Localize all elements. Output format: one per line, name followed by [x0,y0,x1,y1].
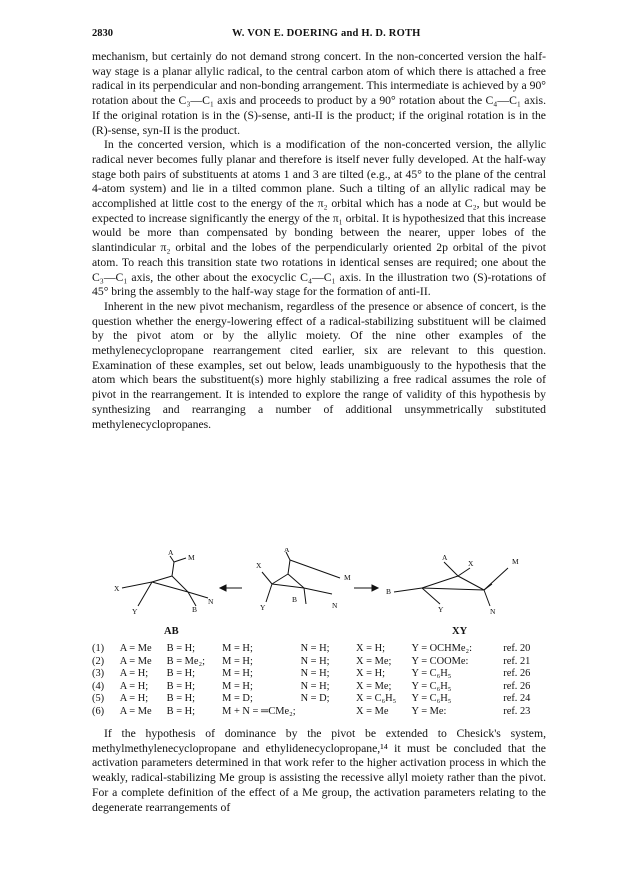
table-cell: M + N = ═CMe₂; [222,705,296,717]
table-cell: (6) [92,705,105,717]
table-row [92,706,546,719]
table-cell: X = Me; [356,655,392,667]
structure-xy [394,562,508,606]
paragraph-2: In the concerted version, which is a modification of the non-concerted version, the allylic radical never becomes fully planar and therefore is itself never fully developed. At the half-way stage both pairs of substituents at atoms 1 and 3 are tilted (e.g., at 45° to the plane of the central 4-atom system) and lie in a tilted common plane. Such a tilting of an allylic radical may be accomplished at little cost to the energy of the π₂ orbital which has a node at C₂, but would be expected to increase significantly the energy of the π₁ orbital. It is hypothesized that this increase would be more than compensated by bonding between the nearer, upper lobes of the slantindicular π₂ orbital and the lobes of the perpendicularly oriented 2p orbital of the pivot atom. To reach this transition state two rotations in identical senses are required; one about the C₃—C₁ axis, the other about the exocyclic C₄—C₁ axis. In the illustration two (S)-rotations of 45° bring the assembly to the half-way stage for the formation of anti-II. [92,138,546,299]
table-cell: Y = C₆H₅ [411,693,452,705]
table-row [92,643,546,656]
table-cell: A = H; [119,668,149,680]
table-cell: M = H; [222,668,253,680]
table-cell: X = H; [356,668,385,680]
table-row [92,693,546,706]
body-text [92,50,546,432]
closing-text [92,727,546,815]
table-cell: ref. 20 [503,643,531,654]
label-y-right: Y [438,605,444,614]
table-cell: X = Me [356,705,389,717]
structure-label-xy: XY [452,626,468,637]
table-cell: A = Me [119,655,152,667]
table-cell: M = H; [222,655,253,667]
table-cell: Y = C₆H₅ [411,668,452,680]
label-a-middle: A [284,548,290,554]
table-cell: B = H; [166,693,196,705]
label-x-middle: X [256,561,262,570]
paragraph-4: If the hypothesis of dominance by the pivot be extended to Chesick's system, methylmethylenecyclopropane and ethylidenecyclopropane,¹⁴ it must be concluded that the activation parameters determined in that work refer to the higher activation process in which the weakly, radical-stabilizing Me group is assisting the recessive allyl moiety rather than the pivot. For a complete definition of the effect of a Me group, the activation parameters relating to the degenerate rearrangements of [92,727,546,814]
label-x-right: X [468,559,474,568]
rearrangement-scheme [92,548,546,640]
paragraph-1: mechanism, but certainly do not demand strong concert. In the non-concerted version the half-way stage is a planar allylic radical, to the central carbon atom of which there is attached a free radical in its perpendicular and non-bonding arrangement. This intermediate is achieved by a 90° rotation about the C₃—C₁ axis and proceeds to product by a 90° rotation about the C₄—C₁ axis. If the original rotation is in the (S)-sense, anti-II is the product; if the original rotation is in the (R)-sense, syn-II is the product. [92,50,546,137]
label-n-left: N [208,597,214,606]
label-m-left: M [188,553,195,562]
arrow-right [354,585,378,591]
label-n-middle: N [332,601,338,610]
table-cell: (4) [92,680,105,692]
label-y-left: Y [132,607,138,616]
table-cell: A = Me [119,643,152,654]
table-cell: N = H; [300,643,330,654]
table-row [92,656,546,669]
table-cell: N = H; [300,680,330,692]
table-cell: Y = C₆H₅ [411,680,452,692]
table-cell: M = D; [222,693,253,705]
table-cell: X = Me; [356,680,392,692]
table-cell: ref. 24 [503,693,531,705]
table-cell: (2) [92,655,105,667]
table-cell: N = H; [300,668,330,680]
table-cell: (3) [92,668,105,680]
table-cell: B = H; [166,668,196,680]
table-cell: ref. 26 [503,680,531,692]
structure-ab [122,556,208,606]
table-cell: ref. 21 [503,655,531,667]
table-cell: Y = Me: [411,705,447,717]
table-cell: A = H; [119,680,149,692]
table-cell: X = H; [356,643,385,654]
table-cell: X = C₆H₅ [356,693,397,705]
table-cell: N = D; [300,693,330,705]
table-cell: (1) [92,643,105,654]
page-number: 2830 [92,28,113,39]
table-cell: A = H; [119,693,149,705]
page-header [92,28,544,44]
table-cell: M = H; [222,643,253,654]
table-cell: N = H; [300,655,330,667]
table-row [92,681,546,694]
label-a-right: A [442,553,448,562]
label-b-right: B [386,587,392,596]
table-cell: B = H; [166,643,196,654]
table-cell: B = H; [166,680,196,692]
scheme-drawing [92,548,546,640]
running-head: W. VON E. DOERING and H. D. ROTH [232,28,421,39]
paragraph-3: Inherent in the new pivot mechanism, regardless of the presence or absence of concert, is the question whether the energy-lowering effect of a radical-stabilizing substituent will be claimed by the pivot atom or by the allylic moiety. Of the nine other examples of the methylenecyclopropane rearrangement cited earlier, six are relevant to this question. Examination of these examples, set out below, leads unambiguously to the hypothesis that the atom which bears the substituent(s) more highly stabilizing a free radical assumes the role of pivot in the rearrangement. It is intended to explore the range of validity of this hypothesis by synthesizing and rearranging a number of additional unsymmetrically substituted methylenecyclopropanes. [92,299,546,431]
table-cell: A = Me [119,705,152,717]
table-cell: Y = OCHMe₂: [411,643,472,654]
label-b-left: B [192,605,198,614]
substituent-table [92,643,546,719]
structure-middle [262,552,340,604]
structure-label-ab: AB [164,626,179,637]
label-b-middle: B [292,595,298,604]
table-cell: (5) [92,693,105,705]
label-m-right: M [512,557,519,566]
table-cell: B = H; [166,705,196,717]
label-m-middle: M [344,573,351,582]
label-n-right: N [490,607,496,616]
table-cell: ref. 26 [503,668,531,680]
table-cell: M = H; [222,680,253,692]
label-a-left: A [168,548,174,557]
table-cell [301,706,356,719]
table-cell: Y = COOMe: [411,655,469,667]
label-x-left: X [114,584,120,593]
label-y-middle: Y [260,603,266,612]
table-row [92,668,546,681]
table-cell: B = Me₂; [166,655,206,667]
table-cell: ref. 23 [503,705,531,717]
arrow-left [220,585,242,591]
